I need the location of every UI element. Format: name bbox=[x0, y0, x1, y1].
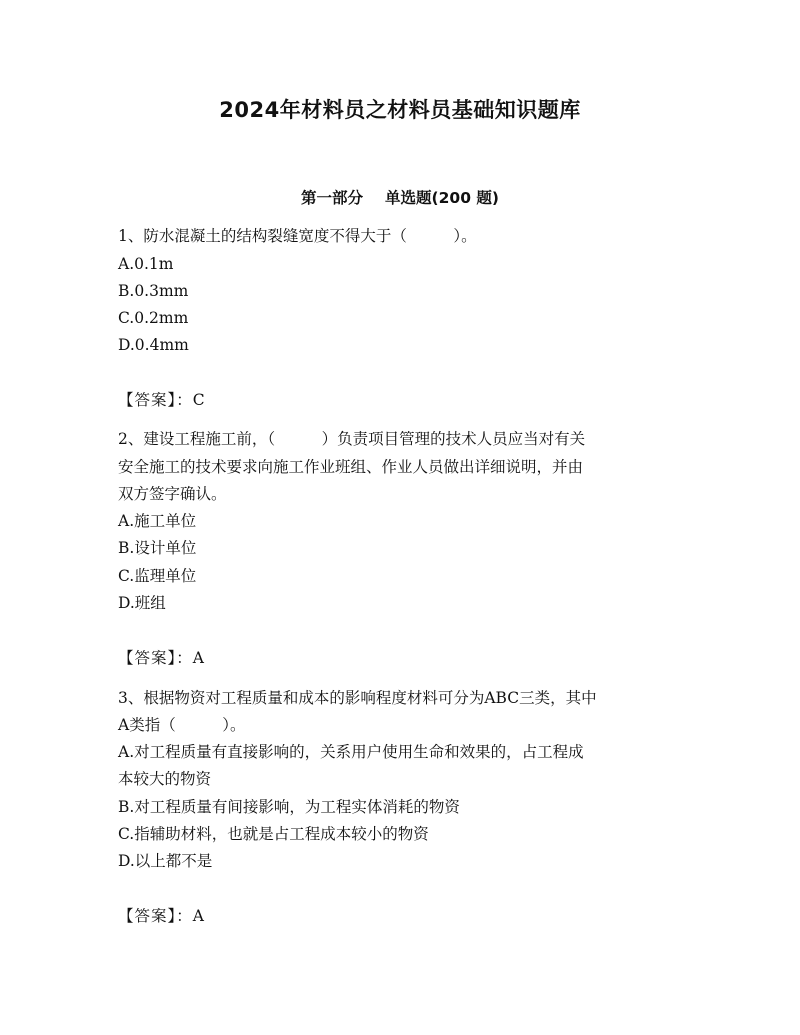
question-1-option-c: C.0.2mm bbox=[118, 309, 189, 327]
answer-label: 【答案】： bbox=[118, 649, 193, 667]
question-3-option-b: B.对工程质量有间接影响，为工程实体消耗的物资 bbox=[118, 798, 460, 816]
question-2-stem-line-2: 安全施工的技术要求向施工作业班组、作业人员做出详细说明，并由 bbox=[118, 458, 584, 476]
question-2-option-d: D.班组 bbox=[118, 594, 166, 612]
answer-label: 【答案】： bbox=[118, 907, 193, 925]
answer-label: 【答案】： bbox=[118, 391, 193, 409]
question-1-answer bbox=[118, 390, 205, 410]
question-3-option-d: D.以上都不是 bbox=[118, 852, 213, 870]
section-heading bbox=[0, 186, 800, 208]
answer-value: C bbox=[192, 391, 205, 409]
section-subtitle: 单选题(200 题) bbox=[385, 189, 499, 207]
question-2-stem-line-3: 双方签字确认。 bbox=[118, 485, 227, 503]
question-3-stem-line-2: A类指（ ）。 bbox=[118, 716, 246, 734]
question-1-stem: 1、防水混凝土的结构裂缝宽度不得大于（ ）。 bbox=[118, 227, 477, 245]
question-2-option-b: B.设计单位 bbox=[118, 539, 197, 557]
question-2-answer bbox=[118, 648, 204, 668]
question-2-option-c: C.监理单位 bbox=[118, 567, 197, 585]
question-3-option-c: C.指辅助材料，也就是占工程成本较小的物资 bbox=[118, 825, 429, 843]
question-1-option-d: D.0.4mm bbox=[118, 336, 189, 354]
question-2-stem-line-1: 2、建设工程施工前，（ ）负责项目管理的技术人员应当对有关 bbox=[118, 430, 586, 448]
question-3-answer bbox=[118, 906, 204, 926]
question-3-option-a-line-2: 本较大的物资 bbox=[118, 770, 212, 788]
question-3-stem-line-1: 3、根据物资对工程质量和成本的影响程度材料可分为ABC三类，其中 bbox=[118, 689, 597, 707]
question-2-option-a: A.施工单位 bbox=[118, 512, 197, 530]
document-title: 2024年材料员之材料员基础知识题库 bbox=[219, 98, 581, 122]
question-3-option-a-line-1: A.对工程质量有直接影响的，关系用户使用生命和效果的，占工程成 bbox=[118, 743, 584, 761]
question-1-option-a: A.0.1m bbox=[118, 255, 174, 273]
answer-value: A bbox=[192, 649, 204, 667]
question-1-option-b: B.0.3mm bbox=[118, 282, 189, 300]
section-name: 第一部分 bbox=[301, 189, 364, 207]
answer-value: A bbox=[192, 907, 204, 925]
